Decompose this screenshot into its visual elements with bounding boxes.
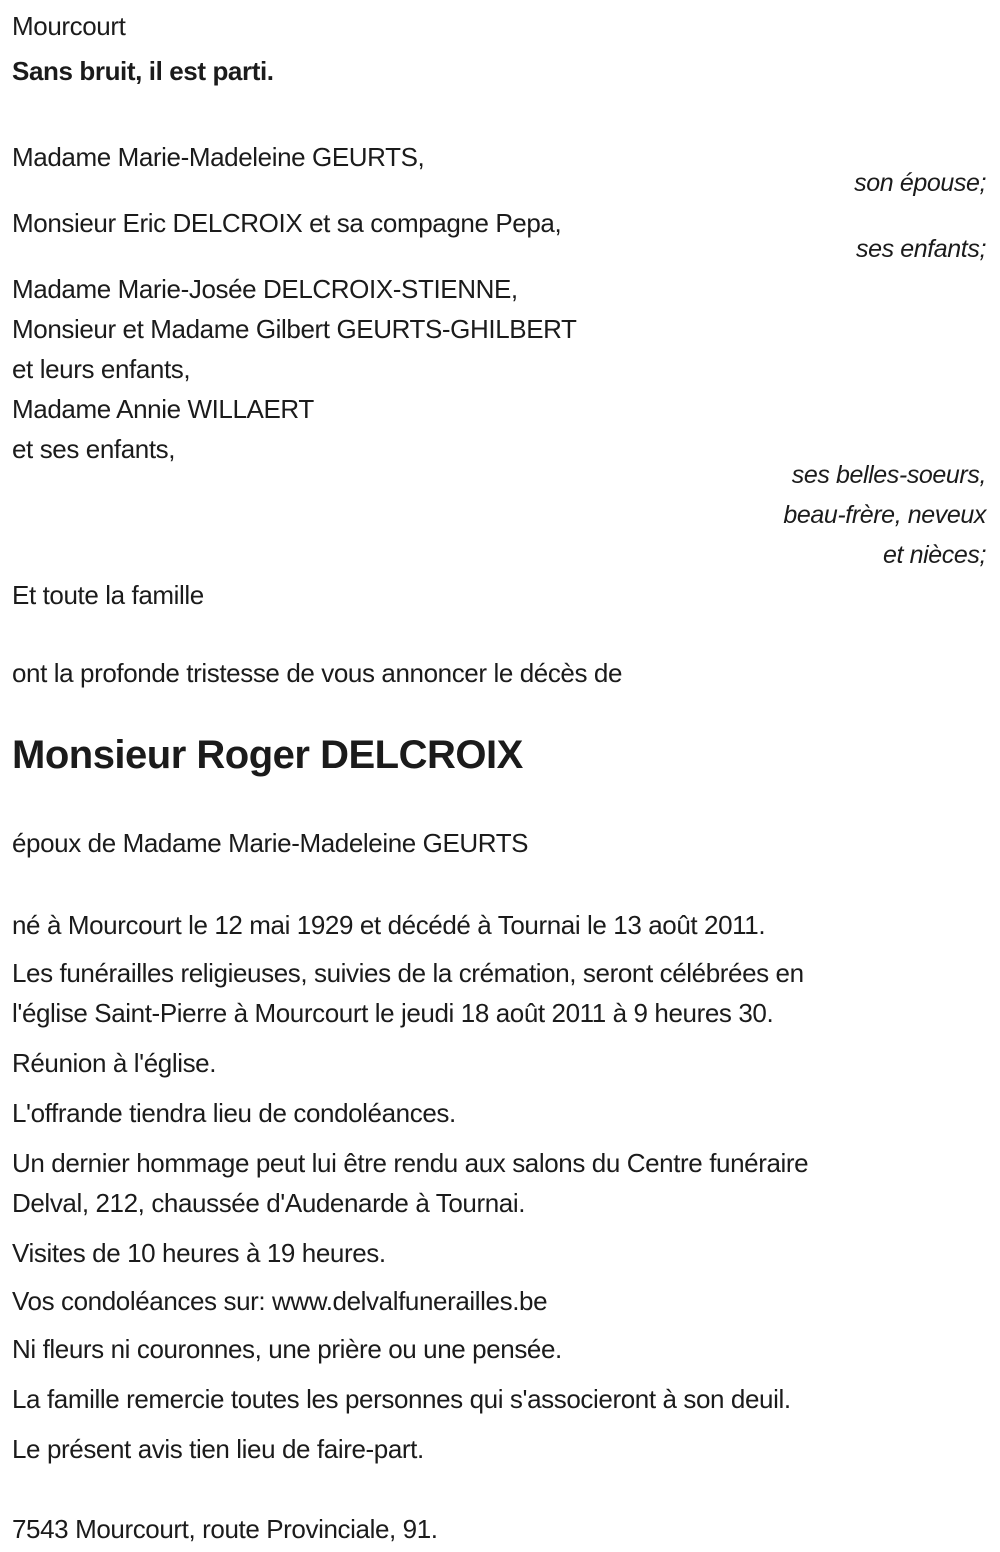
epitaph-line: Sans bruit, il est parti. (12, 56, 274, 86)
paragraph-line: l'église Saint-Pierre à Mourcourt le jeudi 18 août 2011 à 9 heures 30. (12, 998, 774, 1028)
paragraph-line: Ni fleurs ni couronnes, une prière ou une pensée. (12, 1334, 562, 1364)
paragraph-funeral (12, 953, 986, 1033)
paragraph-line: Le présent avis tien lieu de faire-part. (12, 1434, 424, 1464)
spouse-line: époux de Madame Marie-Madeleine GEURTS (12, 828, 529, 858)
mourner-line: et leurs enfants, (12, 354, 191, 384)
mourner-line: et ses enfants, (12, 434, 176, 464)
relation-block (12, 455, 986, 575)
family-closing-line: Et toute la famille (12, 580, 204, 610)
paragraph-line: Réunion à l'église. (12, 1048, 217, 1078)
mourner-group-spouse (12, 137, 986, 203)
condolences-url-line: Vos condoléances sur: www.delvalfunerailles.be (12, 1286, 548, 1316)
paragraph-line: La famille remercie toutes les personnes qui s'associeront à son deuil. (12, 1384, 791, 1414)
paragraph-line: Visites de 10 heures à 19 heures. (12, 1238, 386, 1268)
mourner-line: Monsieur et Madame Gilbert GEURTS-GHILBERT (12, 314, 577, 344)
details-section (12, 905, 986, 1469)
paragraph-line: Les funérailles religieuses, suivies de la crémation, seront célébrées en (12, 958, 804, 988)
paragraph-condoleances-url (12, 1281, 986, 1321)
paragraph-faire-part (12, 1429, 986, 1469)
paragraph-visites (12, 1233, 986, 1273)
paragraph-hommage (12, 1143, 986, 1223)
relation-line: ses enfants; (855, 235, 986, 263)
mourners-section (12, 137, 986, 575)
paragraph-line: né à Mourcourt le 12 mai 1929 et décédé à Tournai le 13 août 2011. (12, 910, 766, 940)
paragraph-offrande (12, 1093, 986, 1133)
address-line: 7543 Mourcourt, route Provinciale, 91. (12, 1514, 438, 1544)
mourner-group-children (12, 203, 986, 269)
location-line: Mourcourt (12, 11, 126, 41)
mourner-group-inlaws (12, 269, 986, 575)
paragraph-birth-death (12, 905, 986, 945)
paragraph-line: Delval, 212, chaussée d'Audenarde à Tournai. (12, 1188, 526, 1218)
paragraph-remerciement (12, 1379, 986, 1419)
relation-line: beau-frère, neveux (783, 501, 986, 529)
mourner-line: Madame Annie WILLAERT (12, 394, 314, 424)
paragraph-line: Un dernier hommage peut lui être rendu aux salons du Centre funéraire (12, 1148, 809, 1178)
deceased-name-heading: Monsieur Roger DELCROIX (12, 733, 523, 777)
mourner-line: Monsieur Eric DELCROIX et sa compagne Pepa, (12, 208, 562, 238)
announcement-line: ont la profonde tristesse de vous annoncer le décès de (12, 658, 623, 688)
paragraph-reunion (12, 1043, 986, 1083)
paragraph-fleurs (12, 1329, 986, 1369)
mourner-line: Madame Marie-Josée DELCROIX-STIENNE, (12, 274, 518, 304)
paragraph-line: L'offrande tiendra lieu de condoléances. (12, 1098, 456, 1128)
relation-line: et nièces; (882, 541, 986, 569)
relation-line: son épouse; (854, 169, 986, 197)
mourner-line: Madame Marie-Madeleine GEURTS, (12, 142, 425, 172)
relation-line: ses belles-soeurs, (791, 461, 986, 489)
